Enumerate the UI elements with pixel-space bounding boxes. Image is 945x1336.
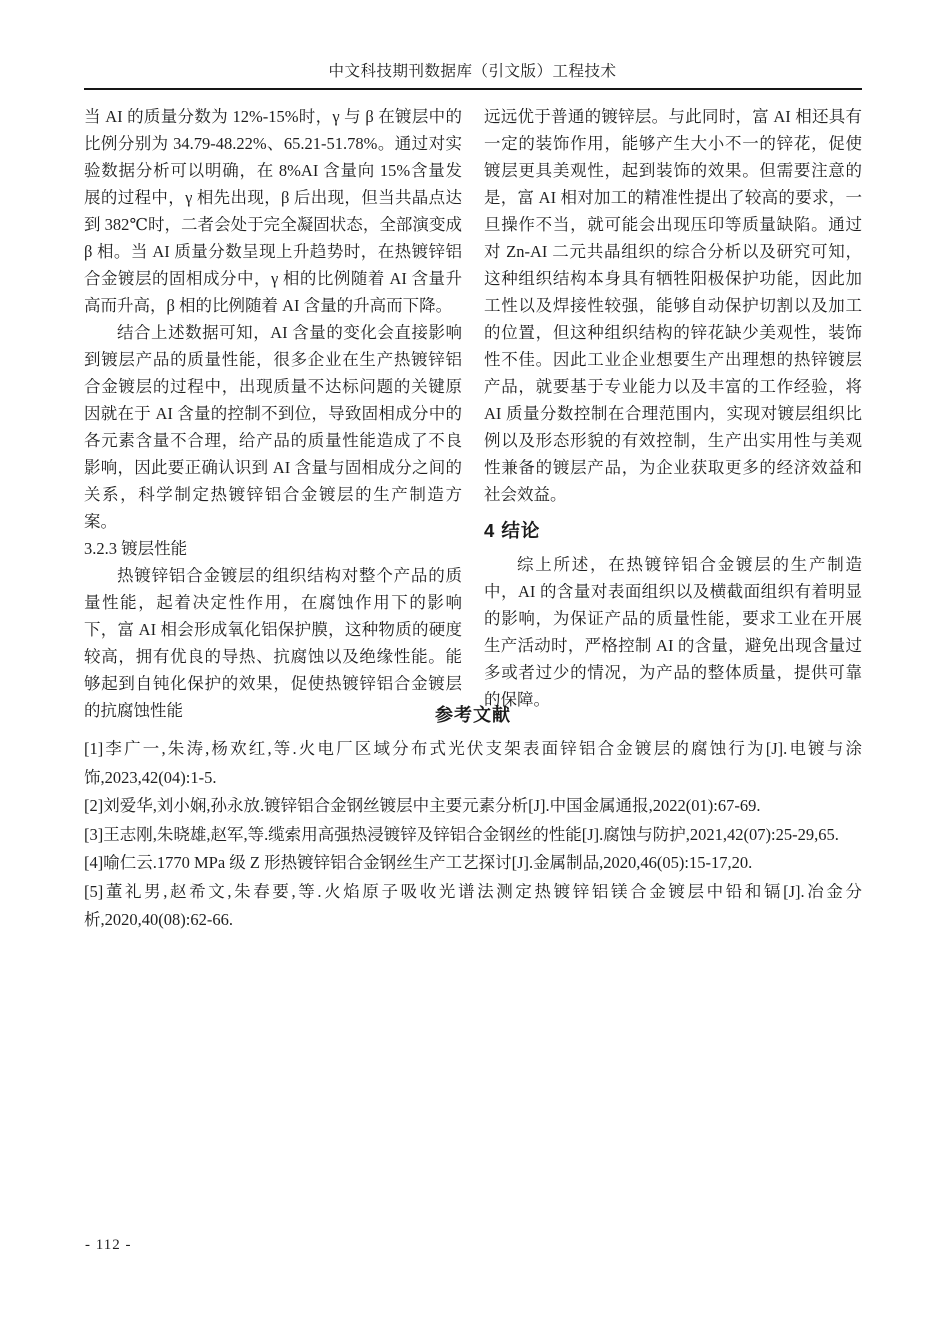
paragraph-coating-advantages: 远远优于普通的镀锌层。与此同时，富 AI 相还具有一定的装饰作用，能够产生大小不一的锌花，促使镀层更具美观性，起到装饰的效果。但需要注意的是，富 AI 相对加工的精准性提出了较高的要求，一旦操作不当，就可能会出现压印等质量缺陷。通过对 Zn-AI 二元共晶组织的综合分析以及研究可知，这种组织结构本身具有牺牲阳极保护功能，因此加工性以及焊接性较强，能够自动保护切割以及加工的位置，但这种组织结构的锌花缺少美观性，装饰性不佳。因此工业企业想要生产出理想的热锌镀层产品，就要基于专业能力以及丰富的工作经验，将 AI 质量分数控制在合理范围内，实现对镀层组织比例以及形态形貌的有效控制，生产出实用性与美观性兼备的镀层产品，为企业获取更多的经济效益和社会效益。 bbox=[484, 107, 862, 504]
reference-item-5: [5]董礼男,赵希文,朱春要,等.火焰原子吸收光谱法测定热镀锌铝镁合金镀层中铅和镉[J].冶金分析,2020,40(08):62-66. bbox=[84, 881, 862, 929]
reference-item-4: [4]喻仁云.1770 MPa 级 Z 形热镀锌铝合金钢丝生产工艺探讨[J].金属制品,2020,46(05):15-17,20. bbox=[84, 853, 753, 872]
journal-header-title: 中文科技期刊数据库（引文版）工程技术 bbox=[328, 63, 617, 80]
right-column bbox=[484, 103, 862, 724]
reference-item-2: [2]刘爱华,刘小娴,孙永放.镀锌铝合金钢丝镀层中主要元素分析[J].中国金属通报,2022(01):67-69. bbox=[84, 796, 761, 815]
article-body bbox=[84, 103, 862, 724]
section-heading-conclusion: 4 结论 bbox=[484, 520, 541, 541]
reference-item-3: [3]王志刚,朱晓雄,赵军,等.缆索用高强热浸镀锌及锌铝合金钢丝的性能[J].腐蚀与防护,2021,42(07):25-29,65. bbox=[84, 824, 839, 844]
paragraph-al-content-impact: 结合上述数据可知，AI 含量的变化会直接影响到镀层产品的质量性能，很多企业在生产热镀锌铝合金镀层的过程中，出现质量不达标问题的关键原因就在于 AI 含量的控制不到位，导致固相成分中的各元素含量不合理，给产品的质量性能造成了不良影响，因此要正确认识到 AI 含量与固相成分之间的关系，科学制定热镀锌铝合金镀层的生产制造方案。 bbox=[84, 323, 462, 531]
paragraph-coating-structure: 热镀锌铝合金镀层的组织结构对整个产品的质量性能，起着决定性作用，在腐蚀作用下的影响下，富 AI 相会形成氧化铝保护膜，这种物质的硬度较高，拥有优良的导热、抗腐蚀以及绝缘性能。能够起到自钝化保护的效果，促使热镀锌铝合金镀层的抗腐蚀性能 bbox=[84, 566, 462, 720]
reference-item-1: [1]李广一,朱涛,杨欢红,等.火电厂区域分布式光伏支架表面锌铝合金镀层的腐蚀行为[J].电镀与涂饰,2023,42(04):1-5. bbox=[84, 739, 862, 787]
section-heading-coating-performance: 3.2.3 镀层性能 bbox=[84, 539, 188, 558]
paragraph-conclusion: 综上所述，在热镀锌铝合金镀层的生产制造中，AI 的含量对表面组织以及横截面组织有着明显的影响，为保证产品的质量性能，要求工业在开展生产活动时，严格控制 AI 的含量，避免出现含量过多或者过少的情况，为产品的整体质量，提供可靠的保障。 bbox=[484, 555, 862, 709]
left-column bbox=[84, 103, 462, 724]
page-number: - 112 - bbox=[85, 1237, 132, 1253]
header-divider bbox=[84, 88, 862, 90]
references-section bbox=[84, 702, 862, 935]
paragraph-phase-ratio: 当 AI 的质量分数为 12%-15%时，γ 与 β 在镀层中的比例分别为 34.79-48.22%、65.21-51.78%。通过对实验数据分析可以明确，在 8%AI 含量向 15%含量发展的过程中，γ 相先出现，β 后出现，但当共晶点达到 382℃时，二者会处于完全凝固状态，全部演变成 β 相。当 AI 质量分数呈现上升趋势时，在热镀锌铝合金镀层的固相成分中，γ 相的比例随着 AI 含量升高而升高，β 相的比例随着 AI 含量的升高而下降。 bbox=[84, 107, 462, 315]
references-heading: 参考文献 bbox=[435, 705, 511, 725]
